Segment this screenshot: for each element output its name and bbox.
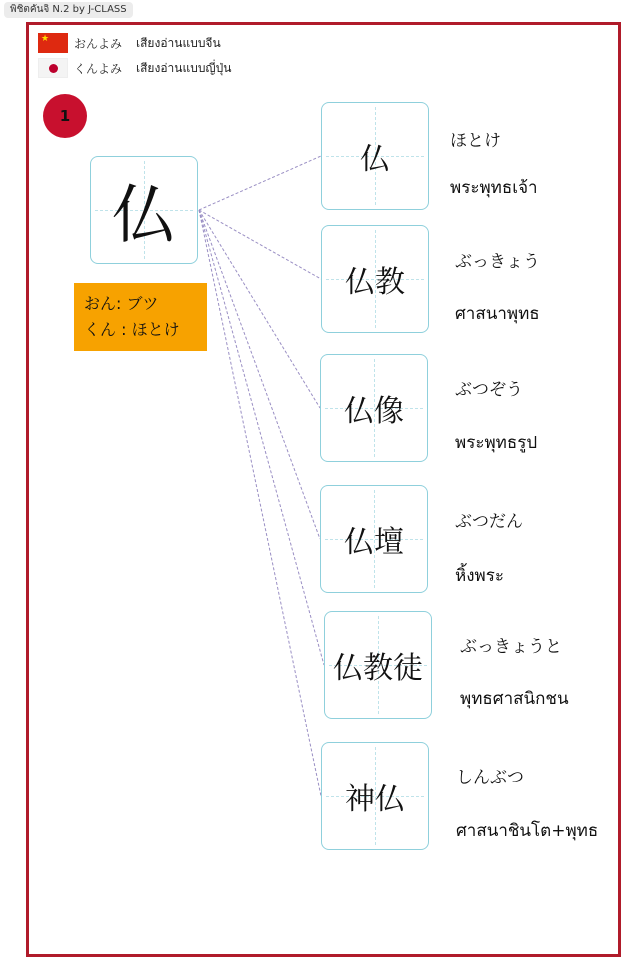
word-card [320, 354, 428, 462]
onyomi-reading: おん: ブツ [84, 294, 159, 313]
word-kanji: 仏像 [344, 394, 404, 429]
kunyomi-reading: くん : ほとけ [84, 320, 180, 339]
word-kana: ほとけ [450, 131, 501, 151]
word-kana: ぶっきょうと [460, 637, 562, 657]
word-kana: ぶつだん [455, 512, 523, 532]
word-meaning: พระพุทธเจ้า [450, 178, 538, 198]
word-meaning: พระพุทธรูป [455, 433, 538, 453]
legend-thai: เสียงอ่านแบบญี่ปุ่น [136, 60, 232, 75]
legend-kana: くんよみ [74, 61, 123, 76]
connector-line [199, 210, 324, 665]
word-kana: しんぶつ [456, 768, 524, 788]
word-kanji: 仏教 [345, 265, 405, 300]
word-meaning: ศาสนาชินโต+พุทธ [456, 821, 599, 841]
word-card [320, 485, 428, 593]
main-kanji-card [90, 156, 198, 264]
word-kanji: 仏壇 [344, 525, 404, 560]
word-meaning: พุทธศาสนิกชน [460, 689, 569, 709]
word-meaning: หิ้งพระ [455, 566, 504, 586]
header-tag: พิชิตคันจิ N.2 by J-CLASS [4, 2, 133, 18]
connector-line [199, 210, 321, 796]
connector-line [199, 210, 320, 408]
word-card [324, 611, 432, 719]
word-kanji: 仏教徒 [333, 651, 423, 686]
connector-line [199, 210, 321, 279]
main-kanji: 仏 [112, 179, 176, 253]
word-kanji: 神仏 [345, 782, 405, 817]
word-meaning: ศาสนาพุทธ [455, 304, 540, 324]
connector-line [199, 210, 320, 539]
word-card [321, 742, 429, 850]
word-kana: ぶつぞう [455, 380, 523, 400]
word-card [321, 102, 429, 210]
legend-thai: เสียงอ่านแบบจีน [136, 35, 221, 50]
word-kanji: 仏 [360, 142, 390, 177]
legend-kana: おんよみ [74, 36, 123, 51]
number-badge: 1 [43, 94, 87, 138]
word-card [321, 225, 429, 333]
connector-line [199, 156, 321, 210]
word-kana: ぶっきょう [455, 252, 540, 272]
reading-box [74, 283, 207, 351]
china-flag-icon: ★ [38, 33, 68, 53]
